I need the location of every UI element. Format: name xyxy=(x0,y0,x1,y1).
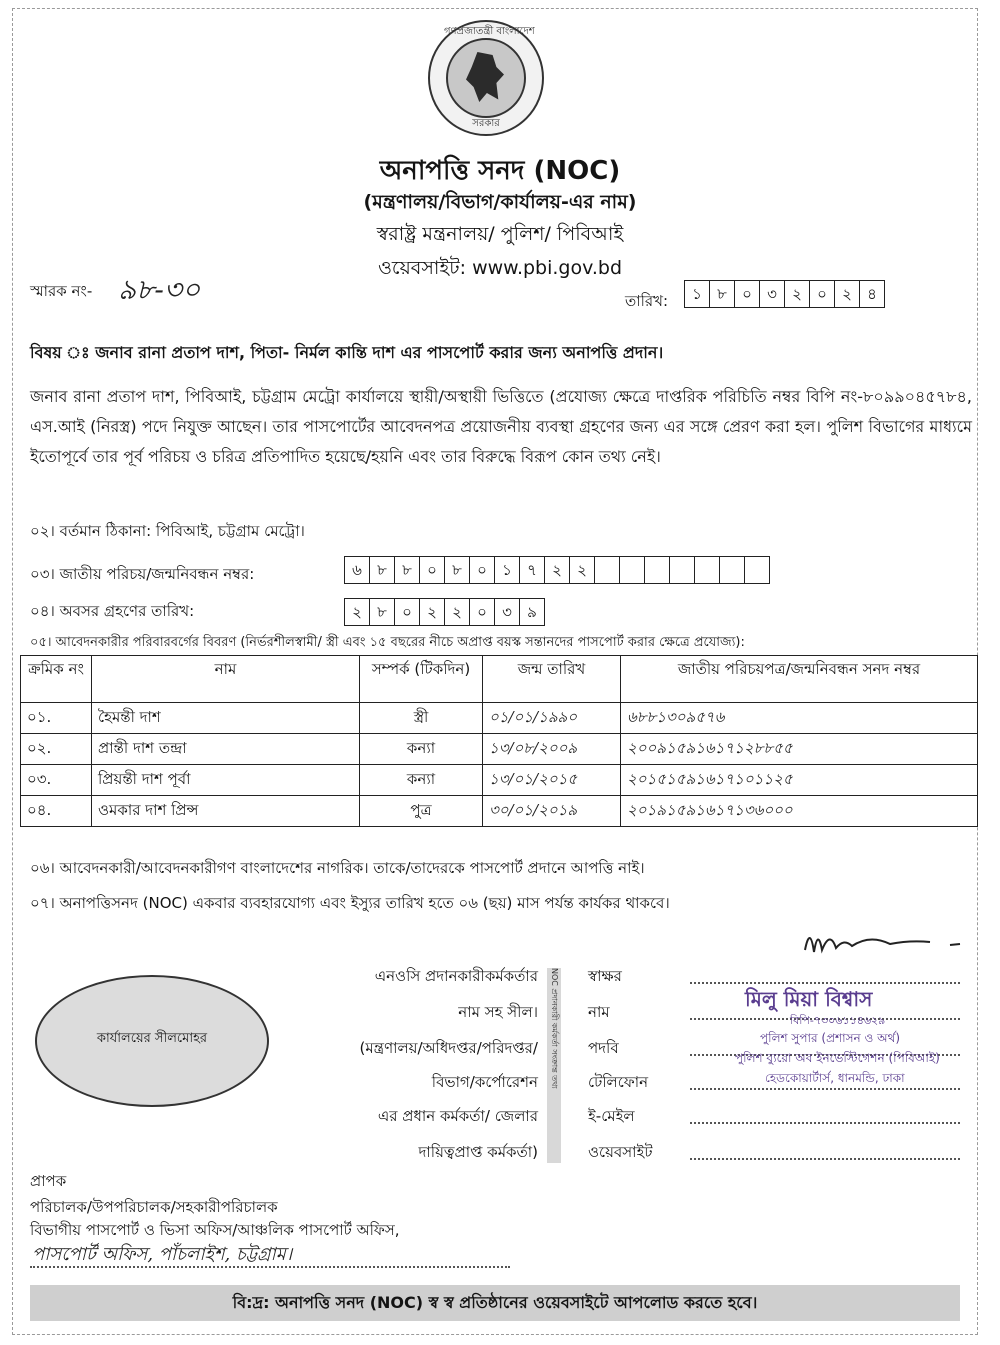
date-digit: ০ xyxy=(809,280,835,308)
recipient-label: প্রাপক xyxy=(30,1172,67,1190)
date-digit: ১ xyxy=(684,280,710,308)
date-label: তারিখ: xyxy=(625,292,669,310)
table-row xyxy=(21,796,978,827)
table-row xyxy=(21,765,978,796)
table-row xyxy=(21,703,978,734)
office-seal-label: কার্যালয়ের সীলমোহর xyxy=(96,1031,208,1046)
retire-digit: ৯ xyxy=(519,598,545,626)
col-name: নাম xyxy=(92,656,360,703)
date-digit: ৩ xyxy=(759,280,785,308)
email-label: ই-মেইল xyxy=(588,1107,635,1125)
recipient-line-2: বিভাগীয় পাসপোর্ট ও ভিসা অফিস/আঞ্চলিক পাসপোর্ট অফিস, xyxy=(30,1221,400,1239)
col-nid: জাতীয় পরিচয়পত্র/জন্মনিবন্ধন সনদ নম্বর xyxy=(621,656,978,703)
nid-digit: ৮ xyxy=(369,556,395,584)
signatory-designation: পুলিশ সুপার (প্রশাসন ও অর্থ) xyxy=(760,1031,901,1045)
col-serial: ক্রমিক নং xyxy=(21,656,92,703)
nid-digit: ১ xyxy=(494,556,520,584)
retirement-date-boxes xyxy=(345,598,545,626)
nid-boxes xyxy=(345,556,770,584)
recipient-dotted-line xyxy=(30,1266,510,1268)
cell-nid: ২০০৯১৫৯১৬১৭১২৮৮৫৫ xyxy=(621,734,978,765)
cell-name: প্রান্তী দাশ তন্দ্রা xyxy=(92,734,360,765)
cell-name: ওমকার দাশ প্রিন্স xyxy=(92,796,360,827)
col-relation: সম্পর্ক (টিকদিন) xyxy=(360,656,483,703)
vertical-info-strip: NOC প্রদানকারী কর্মকর্তা সংক্রান্ত তথ্য xyxy=(547,968,561,1163)
cell-serial: ০৩. xyxy=(21,765,92,796)
designation-label: পদবি xyxy=(588,1039,619,1057)
date-digit: ০ xyxy=(734,280,760,308)
nid-digit: ০ xyxy=(419,556,445,584)
subject-line: বিষয় ঃ জনাব রানা প্রতাপ দাশ, পিতা- নির্মল কান্তি দাশ এর পাসপোর্ট করার জন্য অনাপত্তি প্রদান। xyxy=(30,343,664,362)
nid-digit xyxy=(644,556,670,584)
nid-digit xyxy=(669,556,695,584)
cell-name: হৈমন্তী দাশ xyxy=(92,703,360,734)
date-digit: ২ xyxy=(784,280,810,308)
document-title: অনাপত্তি সনদ (NOC) xyxy=(379,156,621,186)
memo-label: স্মারক নং- xyxy=(30,282,93,300)
cell-serial: ০১. xyxy=(21,703,92,734)
retire-digit: ২ xyxy=(444,598,470,626)
recipient-handwritten: পাসপোর্ট অফিস, পাঁচলাইশ, চট্টগ্রাম। xyxy=(32,1244,293,1265)
website-label: ওয়েবসাইট xyxy=(588,1143,653,1161)
email-dotted-line xyxy=(690,1122,960,1124)
cell-nid: ৬৮৮১৩০৯৫৭৬ xyxy=(621,703,978,734)
office-seal xyxy=(35,975,269,1107)
date-digit: ২ xyxy=(834,280,860,308)
nid-digit: ৭ xyxy=(519,556,545,584)
retire-digit: ০ xyxy=(394,598,420,626)
body-paragraph: জনাব রানা প্রতাপ দাশ, পিবিআই, চট্টগ্রাম মেট্রো কার্যালয়ে স্থায়ী/অস্থায়ী ভিত্তিতে (প্রযোজ্য ক্ষেত্রে দাপ্তরিক পরিচিতি নম্বর বিপি নং-৮০৯৯০৪৫৭৮৪, এস.আই (নিরস্ত্র) পদে নিযুক্ত আছেন। তার পাসপোর্টের আবেদনপত্র প্রয়োজনীয় ব্যবস্থা গ্রহণের জন্য এর সঙ্গে প্রেরণ করা হল। পুলিশ বিভাগের মাধ্যমে ইতোপূর্বে তার পূর্ব পরিচয় ও চরিত্র প্রতিপাদিত হয়েছে/হয়নি এবং তার বিরুদ্ধে বিরূপ কোন তথ্য নেই। xyxy=(30,387,972,466)
signature-icon xyxy=(800,920,980,965)
date-digit: ৪ xyxy=(859,280,885,308)
retire-digit: ২ xyxy=(344,598,370,626)
signature-label: স্বাক্ষর xyxy=(588,967,622,985)
item-7-validity: ০৭। অনাপত্তিসনদ (NOC) একবার ব্যবহারযোগ্য এবং ইস্যুর তারিখ হতে ০৬ (ছয়) মাস পর্যন্ত কার্যকর থাকবে। xyxy=(30,894,670,912)
retire-digit: ২ xyxy=(419,598,445,626)
retire-digit: ৩ xyxy=(494,598,520,626)
cell-nid: ২০১৯১৫৯১৬১৭১৩৬০০০ xyxy=(621,796,978,827)
cell-serial: ০৪. xyxy=(21,796,92,827)
officer-line: বিভাগ/কর্পোরেশন xyxy=(431,1073,538,1091)
table-row xyxy=(21,734,978,765)
retire-digit: ০ xyxy=(469,598,495,626)
government-seal xyxy=(428,20,544,136)
signatory-unit: পুলিশ ব্যুরো অব ইনভেস্টিগেশন (পিবিআই) xyxy=(735,1051,940,1065)
col-dob: জন্ম তারিখ xyxy=(483,656,621,703)
signatory-address: হেডকোয়ার্টার্স, ধানমন্ডি, ঢাকা xyxy=(765,1071,905,1085)
signature-dotted-line xyxy=(690,982,960,984)
bangladesh-map-icon xyxy=(466,52,504,102)
document-subtitle: (মন্ত্রণালয়/বিভাগ/কার্যালয়-এর নাম) xyxy=(363,191,637,213)
seal-top-text: গণপ্রজাতন্ত্রী বাংলাদেশ xyxy=(444,26,535,37)
nid-digit xyxy=(694,556,720,584)
telephone-label: টেলিফোন xyxy=(588,1073,649,1091)
cell-name: প্রিয়ন্তী দাশ পূর্বা xyxy=(92,765,360,796)
seal-emblem xyxy=(446,38,526,118)
item-4-label: ০৪। অবসর গ্রহণের তারিখ: xyxy=(30,602,195,620)
cell-serial: ০২. xyxy=(21,734,92,765)
item-6-citizenship: ০৬। আবেদনকারী/আবেদনকারীগণ বাংলাদেশের নাগরিক। তাকে/তাদেরকে পাসপোর্ট প্রদানে আপত্তি নাই। xyxy=(30,859,645,877)
cell-dob: ০১/০১/১৯৯০ xyxy=(483,703,621,734)
table-header-row xyxy=(21,656,978,703)
officer-line: (মন্ত্রণালয়/অধিদপ্তর/পরিদপ্তর/ xyxy=(359,1039,538,1057)
nid-digit xyxy=(744,556,770,584)
item-5-label: ০৫। আবেদনকারীর পরিবারবর্গের বিবরণ (নির্ভরশীলস্বামী/ স্ত্রী এবং ১৫ বছরের নীচে অপ্রাপ্ত বয়স্ক সন্তানদের পাসপোর্ট করার ক্ষেত্রে প্রযোজ্য): xyxy=(30,635,745,650)
cell-dob: ১৩/০৮/২০০৯ xyxy=(483,734,621,765)
name-label: নাম xyxy=(588,1003,610,1021)
date-boxes xyxy=(685,280,885,308)
nid-digit: ৮ xyxy=(394,556,420,584)
cell-dob: ৩০/০১/২০১৯ xyxy=(483,796,621,827)
nid-digit: ২ xyxy=(569,556,595,584)
footer-note: বি:দ্র: অনাপত্তি সনদ (NOC) স্ব স্ব প্রতিষ্ঠানের ওয়েবসাইটে আপলোড করতে হবে। xyxy=(30,1285,960,1321)
nid-digit xyxy=(619,556,645,584)
cell-dob: ১৩/০১/২০১৫ xyxy=(483,765,621,796)
nid-digit: ৬ xyxy=(344,556,370,584)
officer-line: নাম সহ সীল। xyxy=(458,1003,538,1021)
cell-relation: কন্যা xyxy=(360,734,483,765)
nid-digit: ০ xyxy=(469,556,495,584)
cell-relation: পুত্র xyxy=(360,796,483,827)
website-line: ওয়েবসাইট: www.pbi.gov.bd xyxy=(377,257,623,279)
signatory-bp: বিপি-৭৩০৬১১৪৬২৯ xyxy=(790,1014,886,1027)
nid-digit xyxy=(719,556,745,584)
officer-line: দায়িত্বপ্রাপ্ত কর্মকর্তা) xyxy=(418,1143,538,1161)
nid-digit: ৮ xyxy=(444,556,470,584)
seal-bottom-text: সরকার xyxy=(472,118,500,129)
nid-digit xyxy=(594,556,620,584)
item-3-label: ০৩। জাতীয় পরিচয়/জন্মনিবন্ধন নম্বর: xyxy=(30,565,255,583)
cell-relation: স্ত্রী xyxy=(360,703,483,734)
memo-number: ৯৮-৩০ xyxy=(118,273,201,306)
officer-line: এর প্রধান কর্মকর্তা/ জেলার xyxy=(377,1107,538,1125)
cell-relation: কন্যা xyxy=(360,765,483,796)
officer-line: এনওসি প্রদানকারীকর্মকর্তার xyxy=(374,967,538,985)
recipient-line-1: পরিচালক/উপপরিচালক/সহকারীপরিচালক xyxy=(30,1198,278,1216)
family-table xyxy=(20,655,978,827)
date-digit: ৮ xyxy=(709,280,735,308)
retire-digit: ৮ xyxy=(369,598,395,626)
ministry-line: স্বরাষ্ট্র মন্ত্রনালয়/ পুলিশ/ পিবিআই xyxy=(376,223,624,245)
nid-digit: ২ xyxy=(544,556,570,584)
signatory-name: মিলু মিয়া বিশ্বাস xyxy=(745,987,873,1011)
cell-nid: ২০১৫১৫৯১৬১৭১০১১২৫ xyxy=(621,765,978,796)
item-2-address: ০২। বর্তমান ঠিকানা: পিবিআই, চট্টগ্রাম মেট্রো। xyxy=(30,522,305,540)
website-dotted-line xyxy=(690,1158,960,1160)
